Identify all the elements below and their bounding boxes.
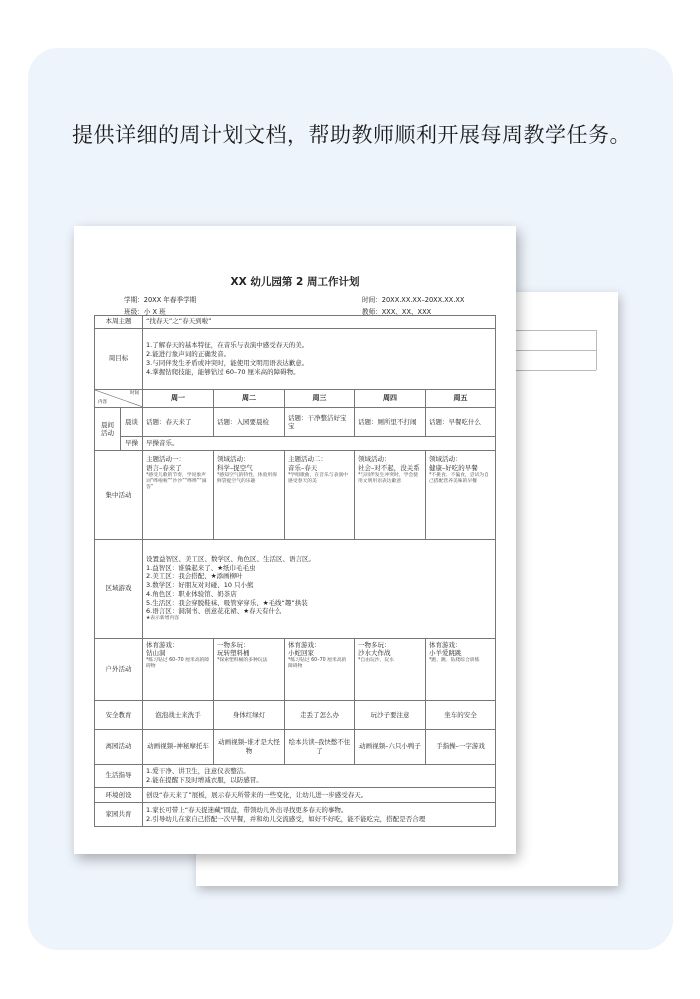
table-row	[95, 328, 496, 389]
class-label: 班级：小 X 班	[124, 308, 166, 316]
life-line: 1.爱干净、讲卫生，注意仪表整洁。	[146, 767, 250, 776]
life-line: 2.能在提醒下及时增减衣服，以防感冒。	[146, 775, 263, 784]
outdoor-cell	[214, 638, 285, 700]
outdoor-line1: 体育游戏：	[146, 640, 179, 649]
focus-line2: 语言–春来了	[146, 464, 182, 473]
focus-line2: 健康–好吃的早餐	[429, 464, 478, 473]
goal-list	[143, 328, 496, 389]
outdoor-line1: 体育游戏：	[288, 640, 321, 649]
outdoor-line1: 一物多玩：	[358, 640, 391, 649]
focus-line1: 领域活动：	[217, 455, 250, 464]
safety-cell: 玩沙子要注意	[355, 701, 426, 730]
corner-content-label: 内容	[98, 400, 107, 406]
semester-label: 学期：20XX 年春季学期	[124, 296, 197, 304]
leave-label: 离园活动	[95, 730, 143, 764]
focus-line2: 科学–捉空气	[217, 464, 253, 473]
day-header: 周一	[143, 390, 214, 408]
area-label: 区域游戏	[95, 539, 143, 638]
goal-item: 2.能进行象声词的正确发音。	[146, 350, 231, 359]
focus-cell	[143, 451, 214, 539]
safety-cell: 坐车的安全	[426, 701, 496, 730]
focus-cell	[214, 451, 285, 539]
focus-cell	[426, 451, 496, 539]
env-value: 创设“春天来了”展板，展示春天所带来的一些变化，让幼儿进一步感受春天。	[143, 788, 496, 803]
table-row	[95, 408, 496, 437]
outdoor-line1: 体育游戏：	[429, 640, 462, 649]
outdoor-note: *跑、跳、钻爬综合训练	[429, 658, 480, 664]
outdoor-label: 户外活动	[95, 638, 143, 700]
diagonal-header-cell	[95, 390, 143, 408]
table-row	[95, 316, 496, 329]
goal-item: 1.了解春天的基本特征，在音乐与表演中感受春天的美。	[146, 341, 309, 350]
goal-label: 周目标	[95, 328, 143, 389]
outdoor-cell	[355, 638, 426, 700]
focus-line2: 音乐–春天	[288, 464, 318, 473]
day-header: 周三	[285, 390, 355, 408]
morning-talk-cell: 话题：入园要晨检	[214, 408, 285, 437]
headline: 提供详细的周计划文档，帮助教师顺利开展每周教学任务。	[72, 123, 631, 147]
table-row	[95, 451, 496, 539]
focus-line2: 社会–对不起，没关系	[358, 464, 420, 473]
focus-note: *与同伴发生冲突时，学会使用文明用语表达歉意	[358, 472, 418, 485]
table-row	[95, 437, 496, 451]
area-note: ★表示新增内容	[146, 616, 180, 622]
area-line: 设置益智区、美工区、数学区、角色区、生活区、语言区。	[146, 554, 315, 563]
safety-cell: 身体红绿灯	[214, 701, 285, 730]
home-cell	[143, 803, 496, 827]
focus-note: *不挑食、不偏食，尝试为自己搭配营养美味的早餐	[429, 472, 489, 485]
outdoor-line2: 钻山洞	[146, 649, 166, 658]
morning-talk-cell: 话题：厕所里不打闹	[355, 408, 426, 437]
outdoor-cell	[285, 638, 355, 700]
outdoor-line2: 玩转塑料桶	[217, 649, 250, 658]
document-sheet	[74, 226, 516, 854]
day-header: 周五	[426, 390, 496, 408]
outdoor-line1: 一物多玩：	[217, 640, 250, 649]
safety-cell: 走丢了怎么办	[285, 701, 355, 730]
outdoor-note: *自由玩沙、玩水	[358, 658, 394, 664]
leave-cell: 动画视频–六只小鸭子	[355, 730, 426, 764]
leave-cell: 动画视频–谁才是大怪物	[214, 730, 285, 764]
safety-cell: 泡泡战士来洗手	[143, 701, 214, 730]
life-label: 生活指导	[95, 764, 143, 788]
table-row	[95, 390, 496, 408]
table-row	[95, 638, 496, 700]
area-line: 2.美工区：我会搭配、★添画柳叶	[146, 572, 243, 581]
morning-group-label: 晨间活动	[95, 408, 121, 451]
time-label: 时间：20XX.XX.XX–20XX.XX.XX	[362, 296, 465, 304]
weekly-plan-table	[94, 315, 496, 827]
table-row	[95, 788, 496, 803]
document-title: XX 幼儿园第 2 周工作计划	[230, 276, 360, 288]
area-line: 6.语言区：洞洞书、创意花花裙、★春天有什么	[146, 607, 282, 616]
outdoor-note: *探索塑料桶的多种玩法	[217, 658, 268, 664]
morning-talk-label: 晨谈	[121, 408, 143, 437]
table-row	[95, 701, 496, 730]
focus-line1: 主题活动一：	[146, 455, 185, 464]
env-label: 环境创设	[95, 788, 143, 803]
area-line: 5.生活区：我会穿脱鞋袜、吸管穿穿乐、★毛线“趣”拱装	[146, 598, 308, 607]
life-cell	[143, 764, 496, 788]
outdoor-note: *练习钻过 60–70 厘米高的障碍物	[288, 658, 347, 670]
corner-time-label: 时间	[130, 391, 139, 396]
outdoor-cell	[143, 638, 214, 700]
theme-value: “找春天”之“春天到啦”	[143, 316, 496, 329]
focus-cell	[285, 451, 355, 539]
outdoor-line2: 沙水大作战	[358, 649, 391, 658]
area-cell	[143, 539, 496, 638]
focus-cell	[355, 451, 426, 539]
goal-item: 4.掌握钻爬技能，能够钻过 60–70 厘米高的障碍物。	[146, 367, 300, 376]
home-label: 家园共育	[95, 803, 143, 827]
outdoor-line2: 小蛇回家	[288, 649, 314, 658]
outdoor-cell	[426, 638, 496, 700]
day-header: 周四	[355, 390, 426, 408]
outdoor-note: *练习钻过 60–70 厘米高的障碍物	[146, 658, 210, 670]
table-row	[95, 764, 496, 788]
focus-line1: 主题活动二：	[288, 455, 327, 464]
area-line: 3.数学区：好朋友对对碰、10 只小熊	[146, 581, 254, 590]
focus-label: 集中活动	[95, 451, 143, 539]
leave-cell: 绘本共读–我快憋不住了	[285, 730, 355, 764]
focus-line1: 领域活动：	[358, 455, 391, 464]
morning-talk-cell: 话题：干净整洁好宝宝	[285, 408, 355, 437]
leave-cell: 动画视频–神秘摩托车	[143, 730, 214, 764]
outdoor-line2: 小羊爱跳跳	[429, 649, 462, 658]
teachers-label: 教师：XXX、XX、XXX	[362, 308, 432, 316]
theme-label: 本周主题	[95, 316, 143, 329]
morning-exercise-value: 早操音乐。	[143, 437, 496, 451]
home-line: 2.引导幼儿在家自己搭配一次早餐，并和幼儿交流感受，如好不好吃，能不能吃完，搭配是否合理	[146, 814, 426, 823]
table-row	[95, 539, 496, 638]
focus-line1: 领域活动：	[429, 455, 462, 464]
morning-talk-cell: 话题：春天来了	[143, 408, 214, 437]
focus-note: *学唱歌曲，在音乐与表演中感受春天的美	[288, 472, 348, 485]
table-row	[95, 730, 496, 764]
focus-note: *感知空气的特性，体验用保鲜袋捉空气的乐趣	[217, 472, 277, 485]
area-line: 4.角色区：职业体验馆、奶茶店	[146, 589, 237, 598]
morning-talk-cell: 话题：早餐吃什么	[426, 408, 496, 437]
goal-item: 3.与同伴发生矛盾或冲突时，能使用文明用语表达歉意。	[146, 358, 309, 367]
safety-label: 安全教育	[95, 701, 143, 730]
focus-note: *感受儿歌的节奏，学说象声词“哗啦啦”“沙沙”“哗哗”“滴答”	[146, 472, 207, 491]
area-line: 1.益智区：谁躲起来了、★纸巾毛毛虫	[146, 563, 256, 572]
table-row	[95, 803, 496, 827]
morning-exercise-label: 早操	[121, 437, 143, 451]
day-header: 周二	[214, 390, 285, 408]
home-line: 1.家长可带上“春天捉迷藏”圆盘，带领幼儿外出寻找更多春天的事物。	[146, 805, 348, 814]
leave-cell: 手指操–一字游戏	[426, 730, 496, 764]
